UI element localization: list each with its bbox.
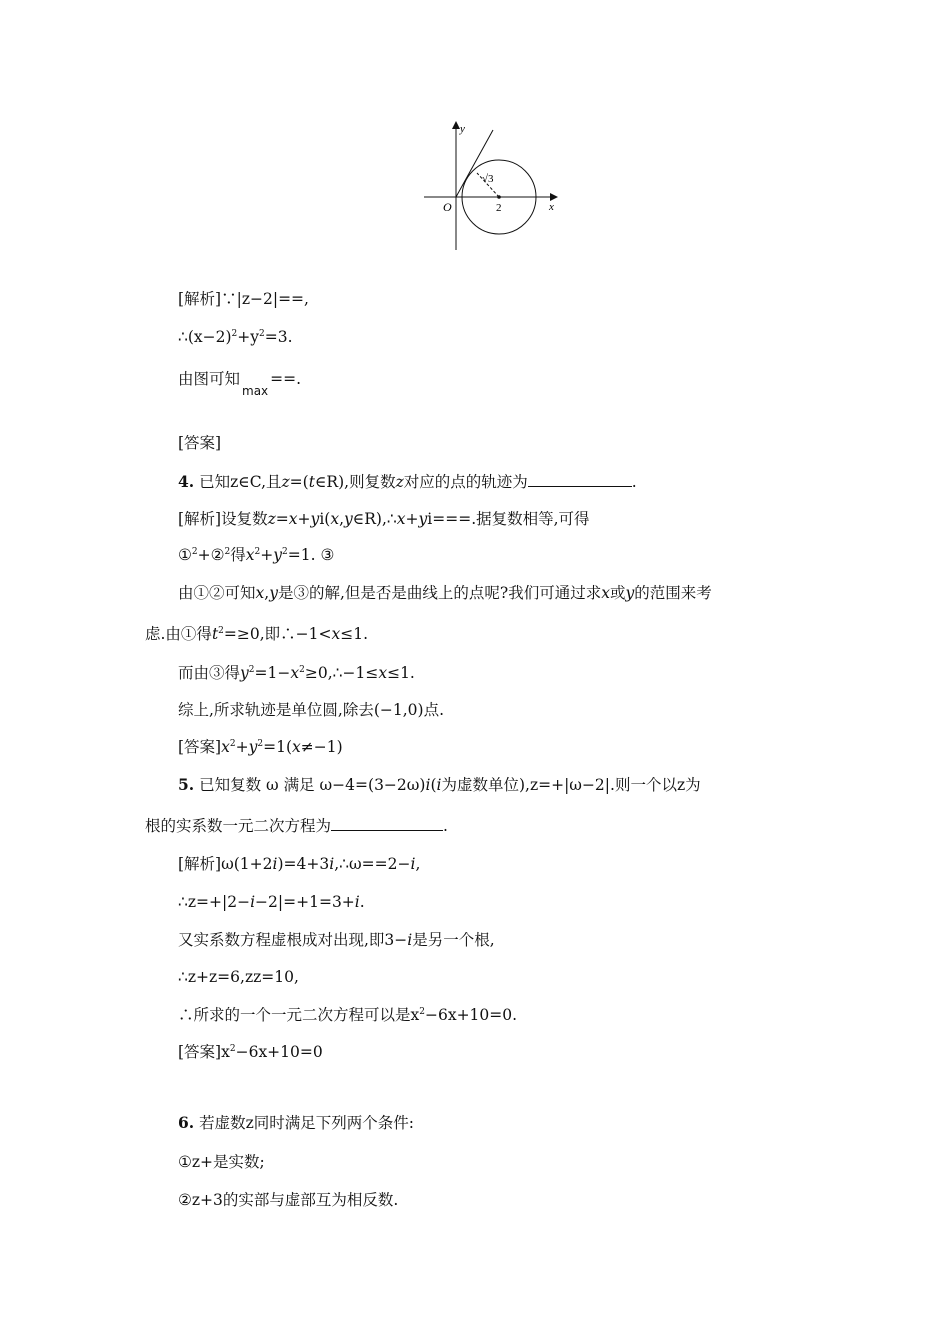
p5-line2: ∴z=+|2−i−2|=+1=3+i. — [178, 893, 365, 911]
p4-line4: 虑.由①得$t^2=\ge 0$,即∴−1<x≤1. — [145, 625, 369, 643]
p4-line6: 综上,所求轨迹是单位圆,除去(−1,0)点. — [178, 701, 445, 719]
circle-tangent-figure — [420, 118, 565, 253]
p3-line2: $\therefore(x-2)^2+y^2=3$. — [178, 328, 293, 346]
tangent-line — [456, 130, 493, 197]
p4-line2: ①$^2$+②$^2$得$x^2+y^2=1$. ③ — [178, 546, 335, 564]
answer-tag: [答案] — [178, 434, 222, 452]
p3-answer — [178, 433, 221, 453]
p5-question: 5. 已知复数 ω 满足 ω−4=(3−2ω)i(i为虚数单位),z=+|ω−2|.则一个以z为 — [178, 775, 701, 794]
analysis-tag: [解析] — [178, 855, 222, 873]
analysis-tag: [解析] — [178, 290, 222, 308]
p4-question: 4. 已知z∈C,且z=(t∈R),则复数z对应的点的轨迹为 . — [178, 472, 637, 491]
answer-tag: [答案] — [178, 738, 222, 756]
p5-answer: [答案]$x^2-6x+10=0$ — [178, 1043, 323, 1061]
center-point — [497, 195, 501, 199]
p5-question-line2: 根的实系数一元二次方程为 . — [145, 817, 448, 835]
p6-condition-1: ①z+是实数; — [178, 1153, 265, 1171]
p4-analysis: [解析]设复数z=x+yi(x,y∈R),∴x+yi===.据复数相等,可得 — [178, 510, 590, 528]
answer-blank — [331, 816, 443, 831]
analysis-tag: [解析] — [178, 510, 222, 528]
x-axis-label: x — [549, 201, 554, 213]
problem-number: 4. — [178, 472, 195, 491]
answer-blank — [528, 472, 632, 487]
p6-question: 6. 若虚数z同时满足下列两个条件: — [178, 1113, 415, 1132]
problem-number: 5. — [178, 775, 195, 794]
p4-answer: [答案]$x^2+y^2=1(x\ne-1)$ — [178, 738, 343, 756]
origin-label: O — [443, 200, 452, 214]
p5-analysis: [解析]ω(1+2i)=4+3i,∴ω==2−i, — [178, 855, 421, 873]
p5-line4: ∴z+z=6,zz=10, — [178, 968, 299, 986]
center-label: 2 — [496, 202, 502, 214]
y-axis-label: y — [460, 123, 465, 135]
problem-number: 6. — [178, 1113, 195, 1132]
analysis-text: ∵|z−2|==, — [221, 290, 309, 308]
p4-line5: 而由③得$y^2=1-x^2\ge 0,\therefore-1\le x\le 1$. — [178, 664, 415, 682]
answer-tag: [答案] — [178, 1043, 222, 1061]
radius-label: √3 — [482, 173, 494, 185]
p6-condition-2: ②z+3的实部与虚部互为相反数. — [178, 1191, 399, 1209]
p3-line3: 由图可知max==. — [178, 370, 302, 398]
p5-line3: 又实系数方程虚根成对出现,即3−i是另一个根, — [178, 931, 495, 949]
p5-line5: ∴所求的一个一元二次方程可以是$x^2-6x+10=0$. — [178, 1006, 518, 1024]
p4-line3: 由①②可知x,y是③的解,但是否是曲线上的点呢?我们可通过求x或y的范围来考 — [178, 584, 712, 602]
p3-analysis — [178, 289, 309, 309]
